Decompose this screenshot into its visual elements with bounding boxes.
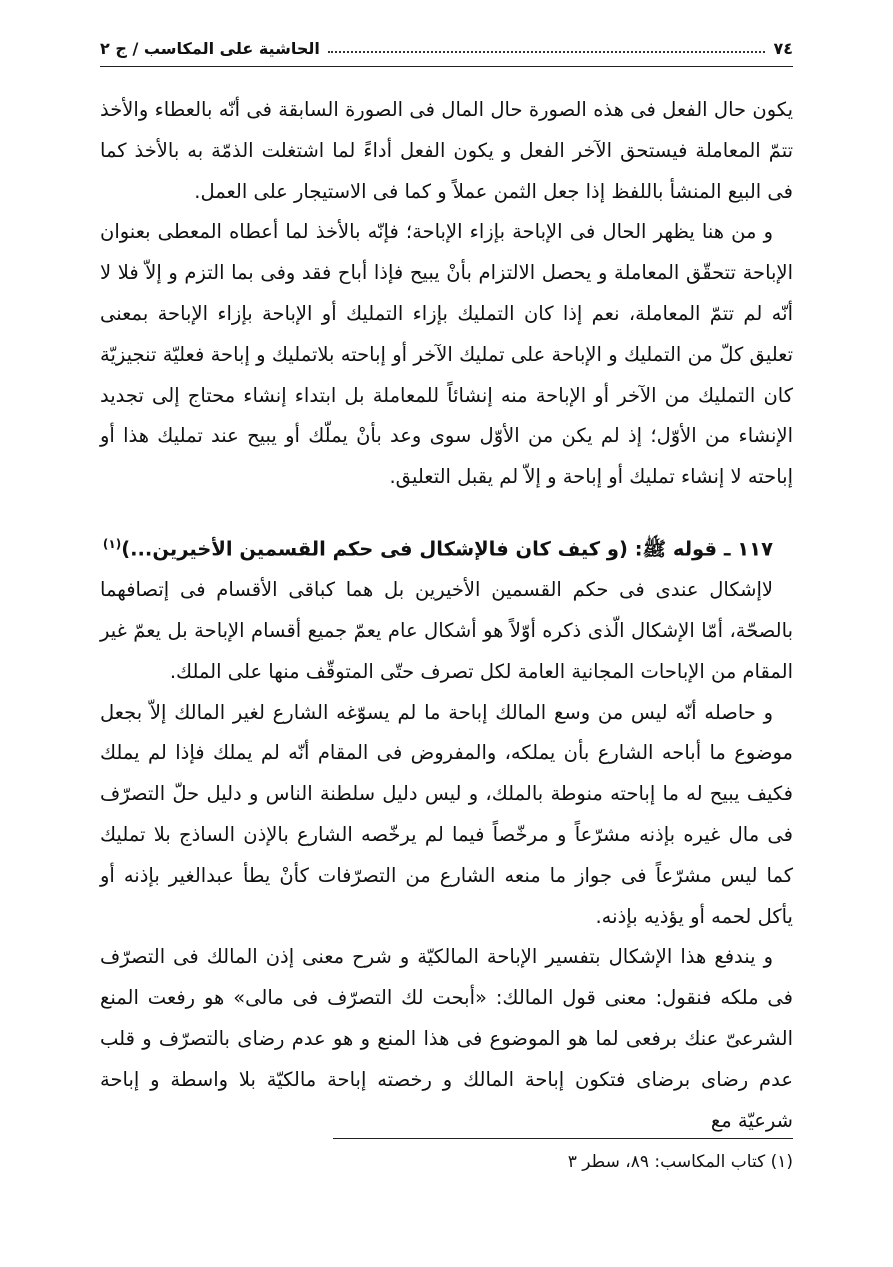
section-paragraph-3: و يندفع هذا الإشكال بتفسير الإباحة المالكيّة و شرح معنى إذن المالك فى التصرّف فى ملكه فنقول: معنى قول المالك: «أبحت لك التصرّف فى مالى» هو رفعت المنع الشرعىّ عنك برفعى لما هو الموضوع فى هذا المنع و هو عدم رضاى بالتصرّف و قلب عدم رضاى برضاى فتكون إباحة المالك و رخصته إباحة مالكيّة بلا واسطة و إباحة شرعيّة مع [100,945,793,1132]
running-header [100,30,793,67]
paragraph-1: يكون حال الفعل فى هذه الصورة حال المال فى الصورة السابقة فى أنّه بالعطاء والأخذ تتمّ المعاملة فيستحق الآخر الفعل و يكون الفعل أداءً لما اشتغلت الذمّة به بالأخذ كما فى البيع المنشأ باللفظ إذا جعل الثمن عملاً و كما فى الاستيجار على العمل. [100,98,793,203]
footnote-divider [333,1138,793,1139]
paragraph-2: و من هنا يظهر الحال فى الإباحة بإزاء الإباحة؛ فإنّه بالأخذ لما أعطاه المعطى بعنوان الإباحة تتحقّق المعاملة و يحصل الالتزام بأنْ يبيح فإذا أباح فقد وفى بما التزم و إلاّ فلا لا أنّه لم تتمّ المعاملة، نعم إذا كان التمليك بإزاء التمليك أو الإباحة بإزاء الإباحة بمعنى تعليق كلّ من التمليك و الإباحة على تمليك الآخر أو إباحته بلاتمليك و إباحة فعليّة تنجيزيّة كان التمليك من الآخر أو الإباحة منه إنشائاً للمعاملة بل ابتداء إنشاء محتاج إلى تجديد الإنشاء من الأوّل؛ إذ لم يكن من الأوّل سوى وعد بأنْ يملّك أو يبيح عند تمليك هذا أو إباحته لا إنشاء تمليك أو إباحة و إلاّ لم يقبل التعليق. [100,220,793,489]
running-title: الحاشية على المكاسب / ج ٢ [100,38,320,58]
footnote: (١) كتاب المكاسب: ٨٩، سطر ٣ [567,1152,793,1172]
footnote-marker: (١) [102,536,122,551]
section-paragraph-2: و حاصله أنّه ليس من وسع المالك إباحة ما لم يسوّغه الشارع لغير المالك إلاّ بجعل موضوع ما أباحه الشارع بأن يملكه، والمفروض فى المقام أنّه لم يملك فإذا لم يملك فكيف يبيح له ما إباحته منوطة بالملك، و ليس دليل سلطنة الناس و دليل حلّ التصرّف فى مال غيره بإذنه مشرّعاً و مرخّصاً فيما لم يرخّصه الشارع بالإذن الساذج بلا تمليك كما ليس مشرّعاً فى جواز ما منعه الشارع من التصرّفات كأنْ يطأ عبدالغير بإذنه أو يأكل لحمه أو يؤذيه بإذنه. [100,700,793,928]
section-number: ١١٧ [737,537,773,561]
header-leader-dots [328,51,766,53]
page-body [100,90,793,1141]
section-paragraph-1: لاإشكال عندى فى حكم القسمين الأخيرين بل هما كباقى الأقسام فى إتصافهما بالصحّة، أمّا الإشكال الّذى ذكره أوّلاً هو أشكال عام يعمّ جميع أقسام الإباحة بل يعمّ غير المقام من الإباحات المجانية العامة لكل تصرف حتّى المتوقّف منها على الملك. [100,578,793,683]
section-heading [100,524,793,570]
page-number: ٧٤ [773,38,793,58]
section-lead: ـ قوله ﷺ: (و كيف كان فالإشكال فى حكم القسمين الأخيرين...) [121,537,731,561]
